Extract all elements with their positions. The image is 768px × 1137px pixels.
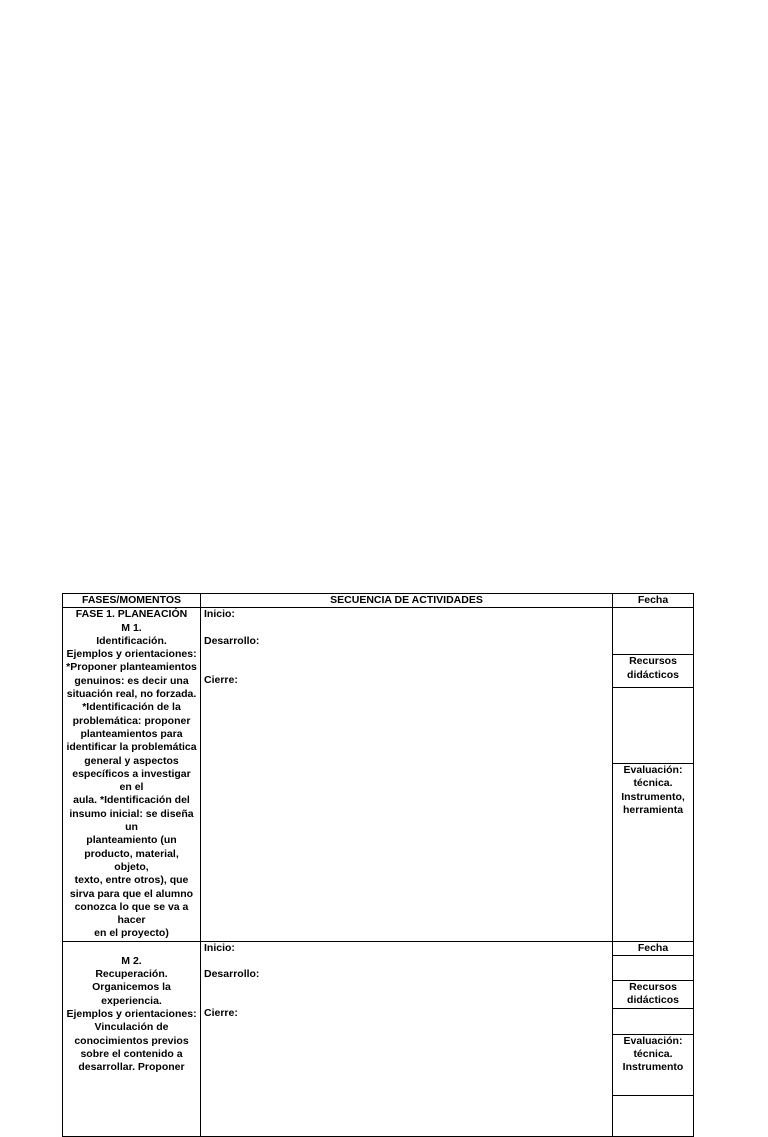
phase2-evaluacion-cell[interactable] bbox=[613, 1095, 694, 1136]
phase2-recursos-cell[interactable] bbox=[613, 1008, 694, 1034]
phase1-evaluacion-label: Evaluación: técnica. Instrumento, herramienta bbox=[613, 764, 694, 942]
phase2-recursos-label: Recursos didácticos bbox=[613, 981, 694, 1009]
table-row bbox=[63, 941, 694, 955]
table-header-row bbox=[63, 594, 694, 608]
phase2-fecha-cell[interactable] bbox=[613, 956, 694, 981]
phase1-cierre-label: Cierre: bbox=[204, 673, 238, 686]
phase2-fecha-label: Fecha bbox=[613, 941, 694, 955]
lesson-plan-table bbox=[62, 593, 694, 1137]
header-fases-momentos: FASES/MOMENTOS bbox=[63, 594, 201, 608]
phase2-inicio-label: Inicio: bbox=[204, 941, 235, 954]
header-secuencia-actividades: SECUENCIA DE ACTIVIDADES bbox=[201, 594, 613, 608]
phase1-desarrollo-label: Desarrollo: bbox=[204, 634, 260, 647]
phase1-inicio-label: Inicio: bbox=[204, 608, 235, 621]
phase1-recursos-label: Recursos didácticos bbox=[613, 655, 694, 687]
phase2-cierre-label: Cierre: bbox=[204, 1007, 238, 1020]
phase2-evaluacion-label: Evaluación: técnica. Instrumento bbox=[613, 1034, 694, 1095]
header-fecha: Fecha bbox=[613, 594, 694, 608]
phase1-description: FASE 1. PLANEACIÓN M 1. Identificación. Ejemplos y orientaciones: *Proponer planteamientos genuinos: es decir una situación real, no forzada. *Identificación de la problemática: proponer planteamientos para identificar la problemática general y aspectos específicos a investigar en el aula. *Identificación del insumo inicial: se diseña un planteamiento (un producto, material, objeto, texto, entre otros), que sirva para que el alumno conozca lo que se va a hacer en el proyecto) bbox=[66, 608, 197, 940]
phase1-recursos-cell[interactable] bbox=[613, 687, 694, 763]
table-row bbox=[63, 608, 694, 655]
phase2-description: M 2. Recuperación. Organicemos la experiencia. Ejemplos y orientaciones: Vinculación de conocimientos previos sobre el contenido a desarrollar. Proponer bbox=[66, 954, 197, 1074]
phase1-fecha-cell[interactable] bbox=[613, 608, 694, 655]
phase1-description-cell bbox=[63, 608, 201, 941]
phase1-activities-cell[interactable] bbox=[201, 608, 613, 941]
phase2-desarrollo-label: Desarrollo: bbox=[204, 968, 260, 981]
phase2-activities-cell[interactable] bbox=[201, 941, 613, 1136]
phase2-description-cell bbox=[63, 941, 201, 1136]
